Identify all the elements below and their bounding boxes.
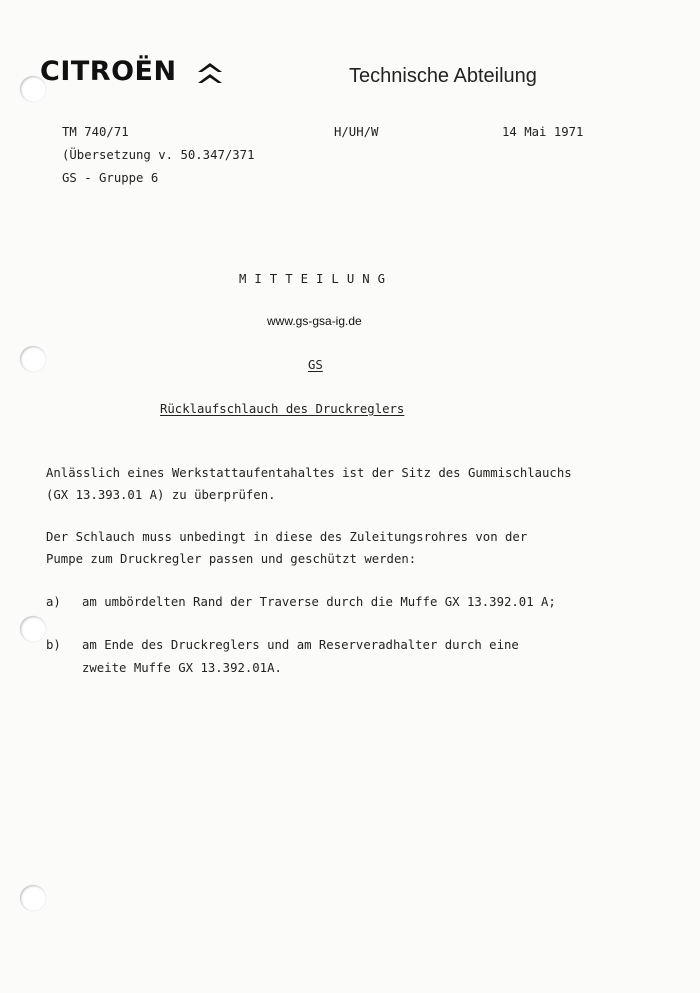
list-item-b-line-1: am Ende des Druckreglers und am Reserveradhalter durch eine xyxy=(82,638,519,652)
subject-line: Rücklaufschlauch des Druckreglers xyxy=(160,402,405,416)
document-heading: MITTEILUNG xyxy=(239,272,394,286)
paragraph-2-line-1: Der Schlauch muss unbedingt in diese des Zuleitungsrohres von der xyxy=(46,530,528,544)
citroen-logo: CITROËN xyxy=(40,56,177,87)
list-item-a-text: am umbördelten Rand der Traverse durch die Muffe GX 13.392.01 A; xyxy=(82,595,556,609)
list-item-b-marker: b) xyxy=(46,638,61,652)
translation-reference: (Übersetzung v. 50.347/371 xyxy=(62,148,255,162)
double-chevron-icon xyxy=(196,61,224,85)
author-initials: H/UH/W xyxy=(334,125,379,139)
model-label: GS xyxy=(308,358,323,372)
punch-hole xyxy=(20,616,46,642)
website-watermark: www.gs-gsa-ig.de xyxy=(267,314,362,328)
department-title: Technische Abteilung xyxy=(349,65,537,87)
punch-hole xyxy=(20,885,46,911)
group-reference: GS - Gruppe 6 xyxy=(62,171,159,185)
paragraph-1-line-1: Anlässlich eines Werkstattaufentahaltes ist der Sitz des Gummischlauchs xyxy=(46,466,572,480)
paragraph-1-line-2: (GX 13.393.01 A) zu überprüfen. xyxy=(46,488,276,502)
reference-number: TM 740/71 xyxy=(62,125,129,139)
paragraph-2-line-2: Pumpe zum Druckregler passen und geschützt werden: xyxy=(46,552,417,566)
document-date: 14 Mai 1971 xyxy=(502,125,584,139)
list-item-a-marker: a) xyxy=(46,595,61,609)
list-item-b-line-2: zweite Muffe GX 13.392.01A. xyxy=(82,661,282,675)
punch-hole xyxy=(20,346,46,372)
